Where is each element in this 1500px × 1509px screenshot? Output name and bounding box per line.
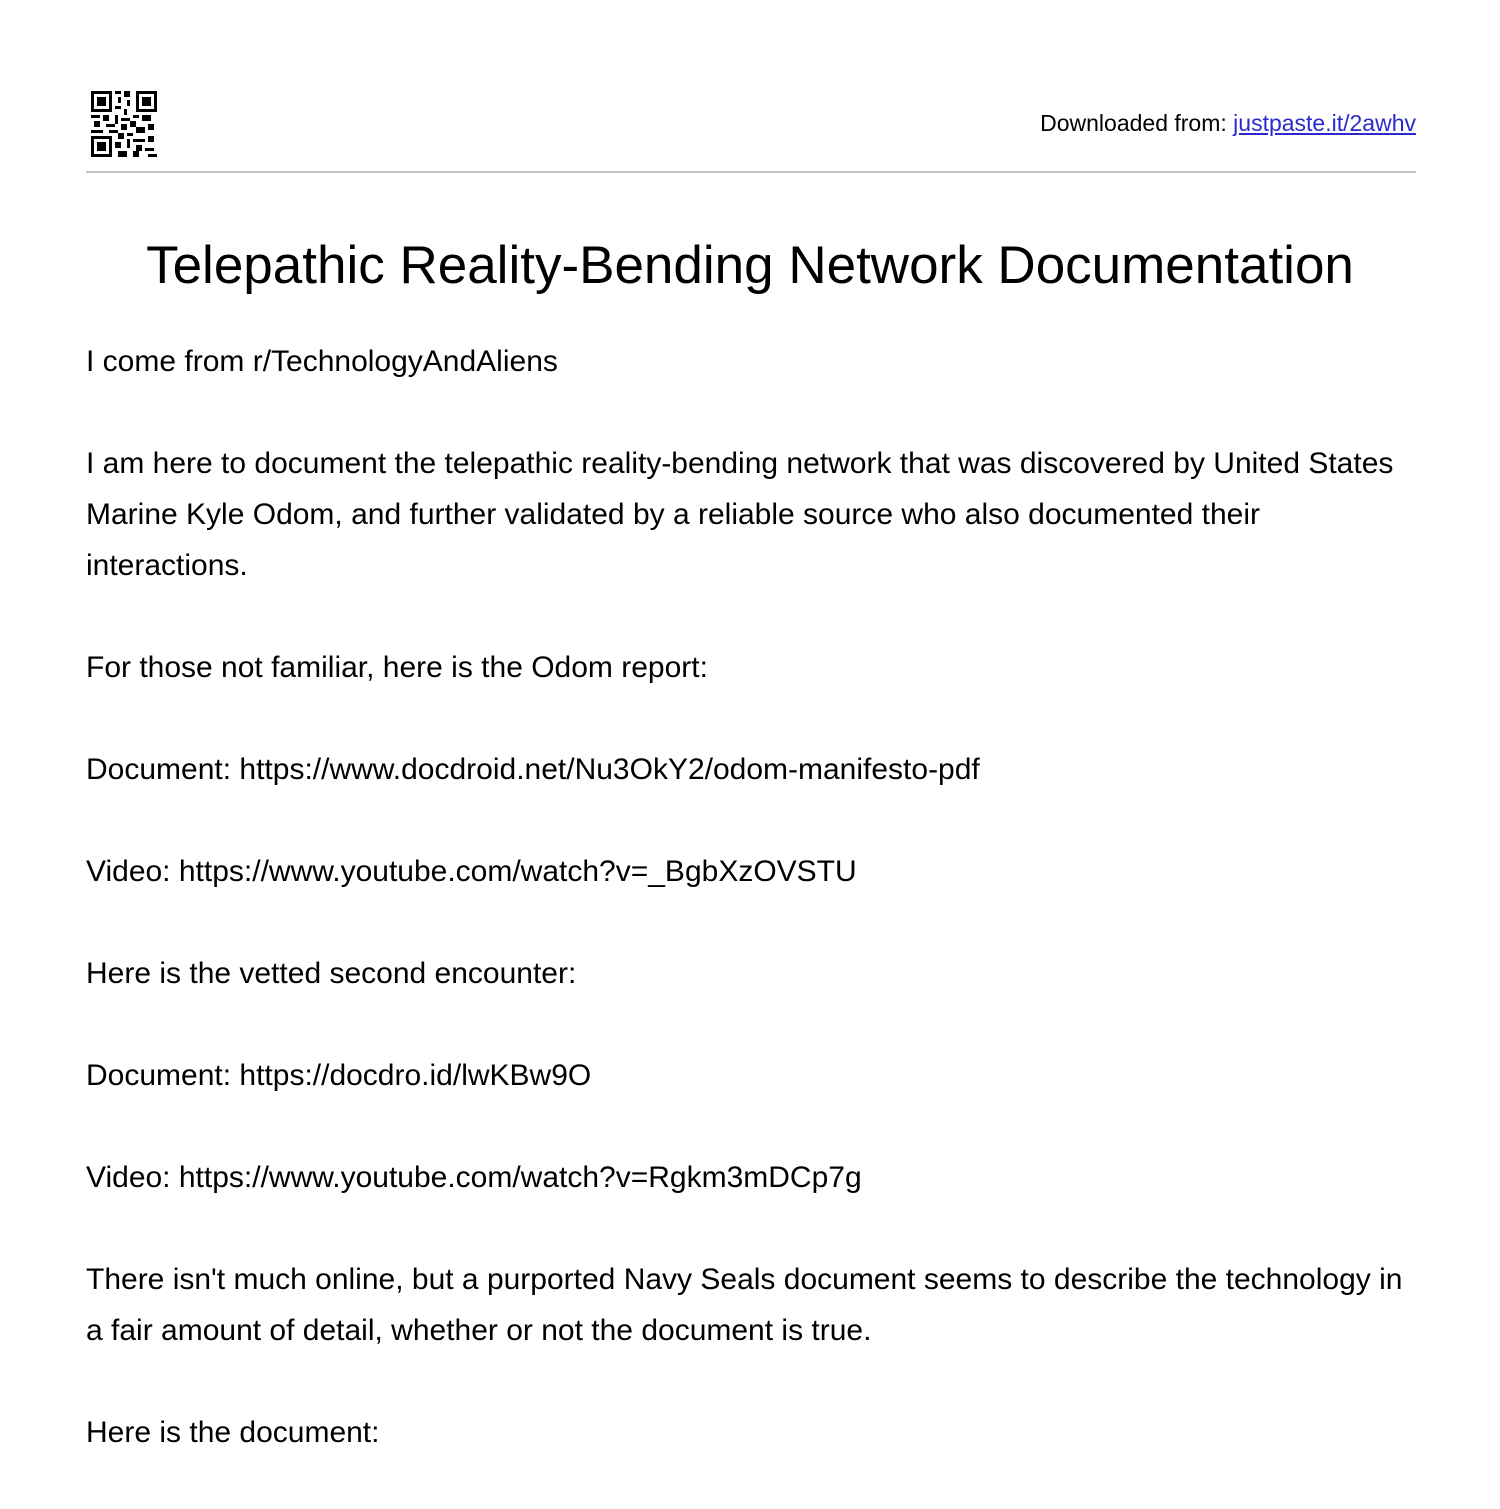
paragraph-purpose: I am here to document the telepathic reality-bending network that was discovered by United States Marine Kyle Odom, and further validated by a reliable source who also documented their interactions.	[86, 447, 1394, 582]
download-source	[1040, 109, 1416, 137]
paragraph-odom-document: Document: https://www.docdroid.net/Nu3OkY2/odom-manifesto-pdf	[86, 753, 980, 786]
paragraph-navy-seals: There isn't much online, but a purported Navy Seals document seems to describe the technology in a fair amount of detail, whether or not the document is true.	[86, 1263, 1403, 1347]
paragraph-odom-video: Video: https://www.youtube.com/watch?v=_BgbXzOVSTU	[86, 855, 857, 888]
paragraph-odom-intro: For those not familiar, here is the Odom report:	[86, 651, 708, 684]
document-body	[86, 336, 1406, 1509]
source-label: Downloaded from:	[1040, 110, 1234, 136]
paragraph-intro: I come from r/TechnologyAndAliens	[86, 345, 558, 378]
page-title: Telepathic Reality-Bending Network Documentation	[146, 236, 1354, 295]
source-link[interactable]: justpaste.it/2awhv	[1233, 110, 1416, 136]
paragraph-document-intro: Here is the document:	[86, 1416, 380, 1449]
header-divider	[86, 171, 1416, 173]
paragraph-second-intro: Here is the vetted second encounter:	[86, 957, 577, 990]
qr-code-icon	[91, 91, 157, 157]
paragraph-second-video: Video: https://www.youtube.com/watch?v=Rgkm3mDCp7g	[86, 1161, 862, 1194]
paragraph-second-document: Document: https://docdro.id/lwKBw9O	[86, 1059, 592, 1092]
